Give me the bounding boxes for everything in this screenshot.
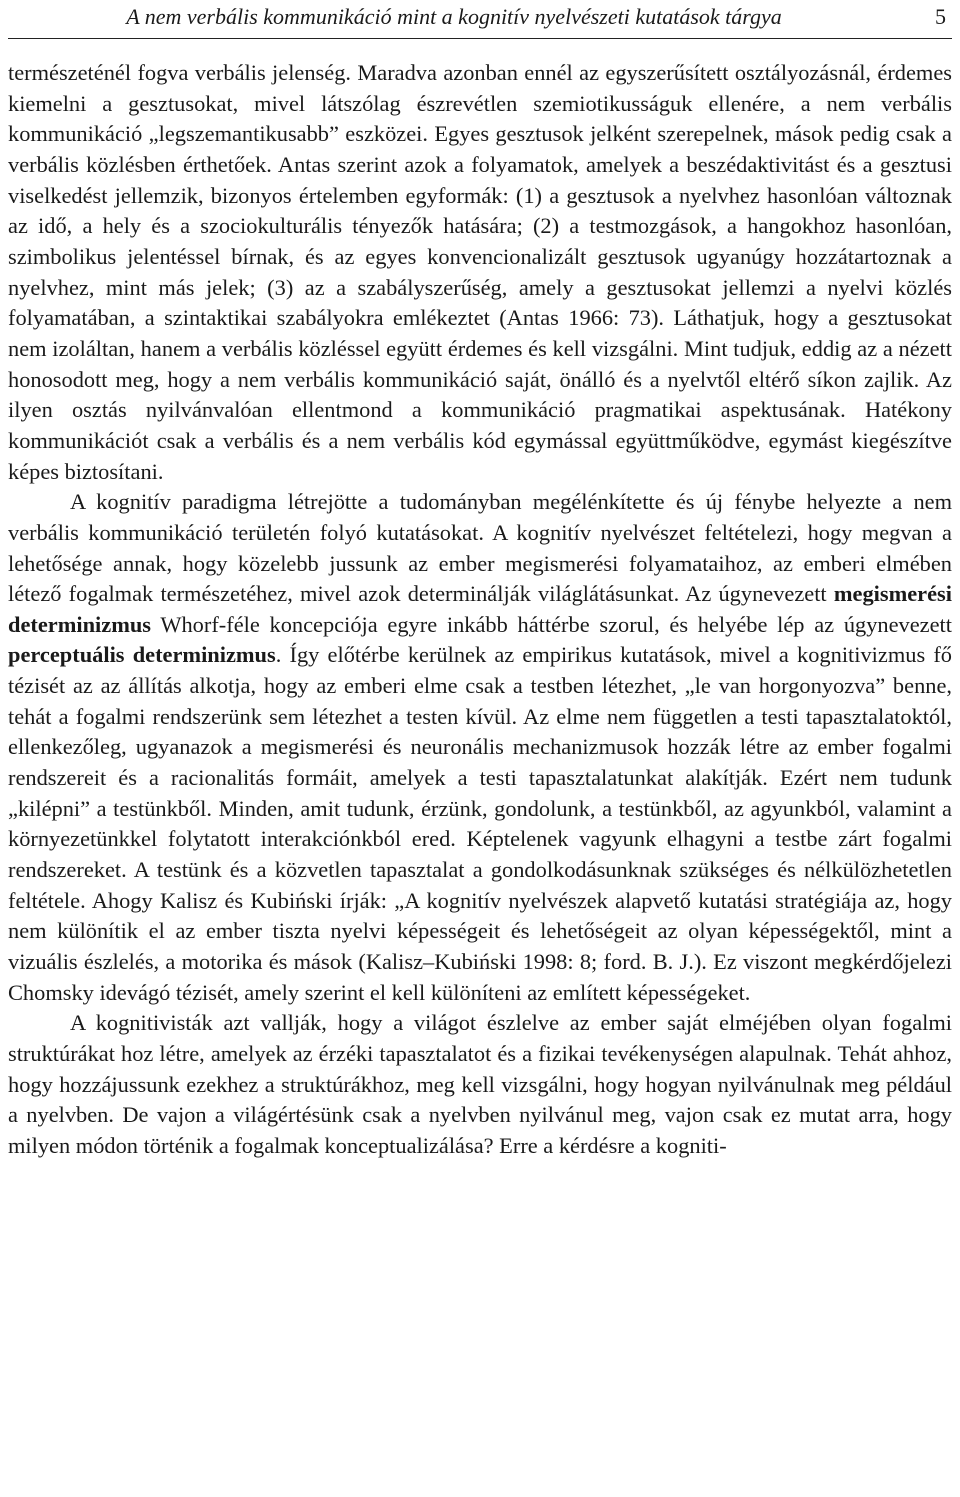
- paragraph-2-text-c: . Így előtérbe kerülnek az empirikus kutatások, mivel a kognitivizmus fő tézisét az az állítás alkotja, hogy az emberi elme csak a testben létezhet, „le van horgonyozva” benne, tehát a fogalmi rendszerünk sem létezhet a testen kívül. Az elme nem független a testi tapasztalatoktól, ellenkezőleg, ugyanazok a megismerési és neuronális mechanizmusok hozzák létre az ember fogalmi rendszereit és a racionalitás formáit, amelyek a testi tapasztalatunkat alakítják. Ezért nem tudunk „kilépni” a testünkből. Minden, amit tudunk, érzünk, gondolunk, a testünkből, az agyunkból, valamint a környezetünkkel folytatott interakciónkból ered. Képtelenek vagyunk elhagyni a testbe zárt fogalmi rendszereket. A testünk és a közvetlen tapasztalat a gondolkodásunknak szükséges és nélkülözhetetlen feltétele. Ahogy Kalisz és Kubiński írják: „A kognitív nyelvészek alapvető kutatási stratégiája az, hogy nem különítik el az ember tiszta nyelvi képességeit és lehetőségeit az olyan képességektől, mint a vizuális észlelés, a motorika és mások (Kalisz–Kubiński 1998: 8; ford. B. J.). Ez viszont megkérdőjelezi Chomsky idevágó tézisét, amely szerint el kell különíteni az említett képességeket.: [8, 642, 953, 1005]
- term-perceptual-determinism: perceptuális determinizmus: [8, 642, 276, 668]
- paragraph-2-text-a: A kognitív paradigma létrejötte a tudományban megélénkítette és új fénybe helyezte a nem verbális kommunikáció területén folyó kutatásokat. A kognitív nyelvészet feltételezi, hogy megvan a lehetősége annak, hogy közelebb jussunk az ember megismerési folyamataihoz, az emberi elmében létező fogalmak természetéhez, mivel azok determinálják világlátásunkat. Az úgynevezett: [8, 489, 952, 607]
- running-title: A nem verbális kommunikáció mint a kognitív nyelvészeti kutatások tárgya: [126, 4, 782, 29]
- running-header: [8, 0, 952, 39]
- body-text: [8, 58, 952, 1162]
- page-number: 5: [935, 4, 946, 29]
- paragraph-1: természeténél fogva verbális jelenség. Maradva azonban ennél az egyszerűsített osztályozásnál, érdemes kiemelni a gesztusokat, mivel látszólag észrevétlen szemiotikusságuk ellenére, a nem verbális kommunikáció „legszemantikusabb” eszközei. Egyes gesztusok jelként szerepelnek, mások pedig csak a verbális közlésben érthetőek. Antas szerint azok a folyamatok, amelyek a beszédaktivitást és a gesztusi viselkedést jellemzik, bizonyos értelemben egyformák: (1) a gesztusok a nyelvhez hasonlóan változnak az idő, a hely és a szociokulturális tényezők hatására; (2) a testmozgások, a hangokhoz hasonlóan, szimbolikus jelentéssel bírnak, és az egyes konvencionalizált gesztusok ugyanúgy hozzátartoznak a nyelvhez, mint más jelek; (3) az a szabályszerűség, amely a gesztusokat jellemzi a nyelvi közlés folyamatában, a szintaktikai szabályokra emlékeztet (Antas 1966: 73). Láthatjuk, hogy a gesztusokat nem izoláltan, hanem a verbális közléssel együtt érdemes és kell vizsgálni. Mint tudjuk, eddig az a nézett honosodott meg, hogy a nem verbális kommunikáció saját, önálló és a nyelvtől eltérő síkon zajlik. Az ilyen osztás nyilvánvalóan ellentmond a kommunikáció pragmatikai aspektusának. Hatékony kommunikációt csak a verbális és a nem verbális kód egymással együttműködve, egymást kiegészítve képes biztosítani.: [8, 60, 952, 484]
- paragraph-2-text-b: Whorf-féle koncepciója egyre inkább háttérbe szorul, és helyébe lép az úgynevezett: [151, 611, 952, 637]
- paragraph-3: A kognitivisták azt vallják, hogy a világot észlelve az ember saját elméjében olyan fogalmi struktúrákat hoz létre, amelyek az érzéki tapasztalatot és a fizikai tevékenységen alapulnak. Tehát ahhoz, hogy hozzájussunk ezekhez a struktúrákhoz, meg kell vizsgálni, hogy hogyan nyilvánulnak meg például a nyelvben. De vajon a világértésünk csak a nyelvben nyilvánul meg, vajon csak ez mutat arra, hogy milyen módon történik a fogalmak konceptualizálása? Erre a kérdésre a kogniti-: [8, 1010, 952, 1158]
- paragraph-2: [8, 487, 952, 1008]
- term-cognitive-determinism: megismerési determinizmus: [8, 581, 952, 637]
